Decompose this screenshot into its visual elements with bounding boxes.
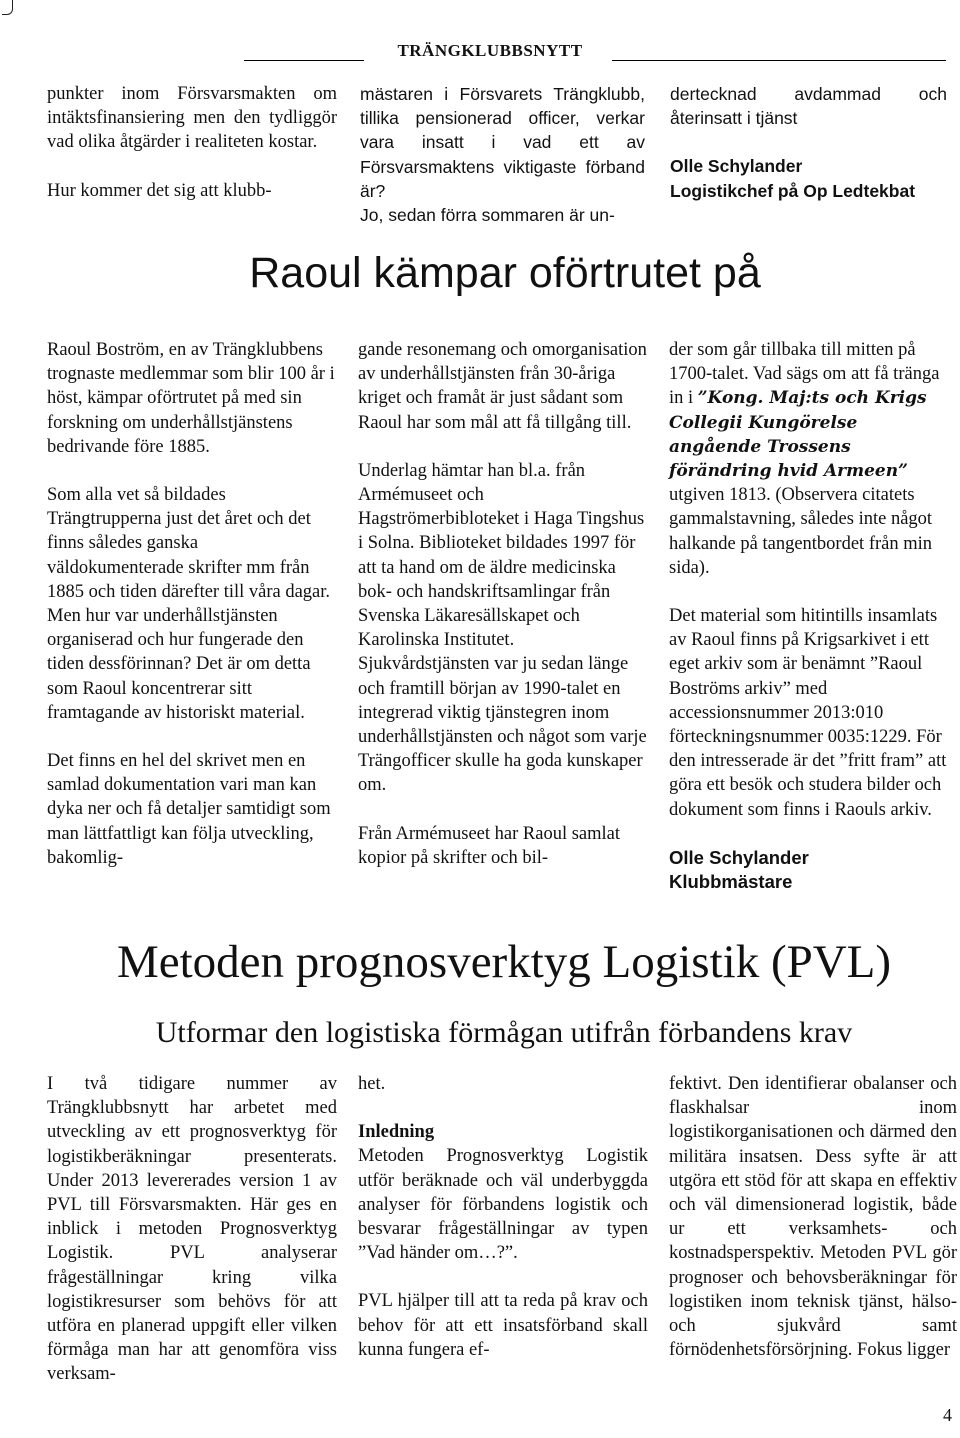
page-number: 4 <box>943 1405 952 1425</box>
paragraph: Underlag hämtar han bl.a. från Armémuseet och Hagströmerbibloteket i Haga Tingshus i Solna. Biblioteket bildades 1997 för att ta hand om de äldre medicinska bok- och handskriftsamlingar från Svenska Läkaresällskapet och Karolinska Institutet. Sjukvårdstjänsten var ju sedan länge och framtill början av 1990-talet en integrerad viktig tjänstegren inom underhållstjänsten och något som varje Trängofficer skulle ha goda kunskaper om. <box>358 460 647 796</box>
paragraph: I två tidigare nummer av Trängklubbsnytt har arbetet med utveckling av ett prognosverktyg för logistikberäkningar presenterats. Under 2013 levererades version 1 av PVL till Försvarsmakten. Här ges en inblick i metoden Prognosverktyg Logistik. PVL analyserar frågeställningar kring vilka logistikresurser som behövs för att utföra en planerad uppgift eller vilken förmåga man har att genomföra viss verksam- <box>47 1074 337 1385</box>
paragraph: gande resonemang och omorganisation av underhållstjänsten från 30-åriga kriget och framåt är just sådant som Raoul har som mål att få tillgång till. <box>358 340 647 433</box>
pvl-subheadline: Utformar den logistiska förmågan utifrån förbandens krav <box>155 1016 853 1049</box>
top-column-2 <box>360 82 645 227</box>
pvl-column-1 <box>47 1072 337 1387</box>
text-run: utgiven 1813. (Observera citatets gammalstavning, således inte något halkande på tangentbordet från min sida). <box>669 485 933 578</box>
section-heading: Inledning <box>358 1122 435 1143</box>
page-header-title: TRÄNGKLUBBSNYTT <box>397 41 583 60</box>
paragraph: Metoden Prognosverktyg Logistik utför beräknade och väl underbyggda analyser för förbandens logistik och besvarar frågeställningar av typen ”Vad händer om…?”. <box>358 1146 648 1264</box>
signature-title: Klubbmästare <box>669 871 793 893</box>
fraktur-quote: ”Kong. Maj:ts och Krigs Collegii Kungörelse angående Trossens förändring hvid Armeen” <box>669 388 927 482</box>
paragraph: Hur kommer det sig att klubb- <box>47 180 272 201</box>
header-rule-right <box>612 60 946 61</box>
paragraph: het. <box>358 1074 386 1094</box>
corner-mark <box>2 0 13 15</box>
pvl-column-2 <box>358 1072 648 1362</box>
paragraph: Det finns en hel del skrivet men en samlad dokumentation vari man kan dyka ner och få detaljer samtidigt som man lättfattligt kan följa utveckling, bakomlig- <box>47 751 331 868</box>
raoul-column-1 <box>47 338 337 870</box>
header-rule-left <box>244 60 364 61</box>
pvl-headline: Metoden prognosverktyg Logistik (PVL) <box>116 936 892 988</box>
paragraph: fektivt. Den identifierar obalanser och flaskhalsar inom logistikorganisationen och därmed den militära insatsen. Dess syfte är att utgöra ett stöd för att skapa en effektiv och väl dimensionerad logistik, både ur ett verksamhets- och kostnadsperspektiv. Metoden PVL gör prognoser och behovsberäkningar för logistiken inom teknisk tjänst, hälso- och sjukvård samt förnödenhetsförsörjning. Fokus ligger <box>669 1074 957 1361</box>
paragraph: punkter inom Försvarsmakten om intäktsfinansiering men den tydliggör vad olika åtgärder i realiteten kostar. <box>47 84 337 153</box>
top-column-1 <box>47 82 337 203</box>
raoul-headline: Raoul kämpar oförtrutet på <box>249 249 761 297</box>
top-column-3 <box>670 82 947 203</box>
paragraph: Raoul Boström, en av Trängklubbens trognaste medlemmar som blir 100 år i höst, kämpar oförtrutet på med sin forskning om underhållstjänstens bedrivande före 1885. <box>47 340 335 457</box>
raoul-column-3 <box>669 338 954 894</box>
raoul-column-2 <box>358 338 648 870</box>
paragraph <box>669 338 954 580</box>
signature-name: Olle Schylander <box>670 156 803 177</box>
paragraph: dertecknad avdammad och återinsatt i tjänst <box>670 84 947 129</box>
text-run: der som går tillbaka till mitten på 1700-talet. Vad sägs om att få tränga in i <box>669 340 940 409</box>
paragraph: Som alla vet så bildades Trängtrupperna just det året och det finns således ganska väldokumenterade skrifter mm från 1885 och tiden därefter till våra dagar. Men hur var underhållstjänsten organiserad och hur fungerade den tiden dessförinnan? Det är om detta som Raoul koncentrerar sitt framtagande av historiskt material. <box>47 485 331 723</box>
signature-title: Logistikchef på Op Ledtekbat <box>670 180 916 201</box>
paragraph: Det material som hitintills insamlats av Raoul finns på Krigsarkivet i ett eget arkiv som är benämnt ”Raoul Boströms arkiv” med accessionsnummer 2013:010 förteckningsnummer 0035:1229. För den intresserade är det ”fritt fram” att göra ett besök och studera bilder och dokument som finns i Raouls arkiv. <box>669 606 947 820</box>
paragraph: Jo, sedan förra sommaren är un- <box>360 205 615 226</box>
signature-name: Olle Schylander <box>669 846 809 868</box>
pvl-column-3 <box>669 1072 957 1362</box>
paragraph: PVL hjälper till att ta reda på krav och behov för att ett insatsförband skall kunna fungera ef- <box>358 1291 648 1360</box>
paragraph: Från Armémuseet har Raoul samlat kopior på skrifter och bil- <box>358 823 621 868</box>
paragraph: mästaren i Försvarets Trängklubb, tillika pensionerad officer, verkar vara insatt i vad ett av Försvarsmaktens viktigaste förband är? <box>360 84 645 201</box>
